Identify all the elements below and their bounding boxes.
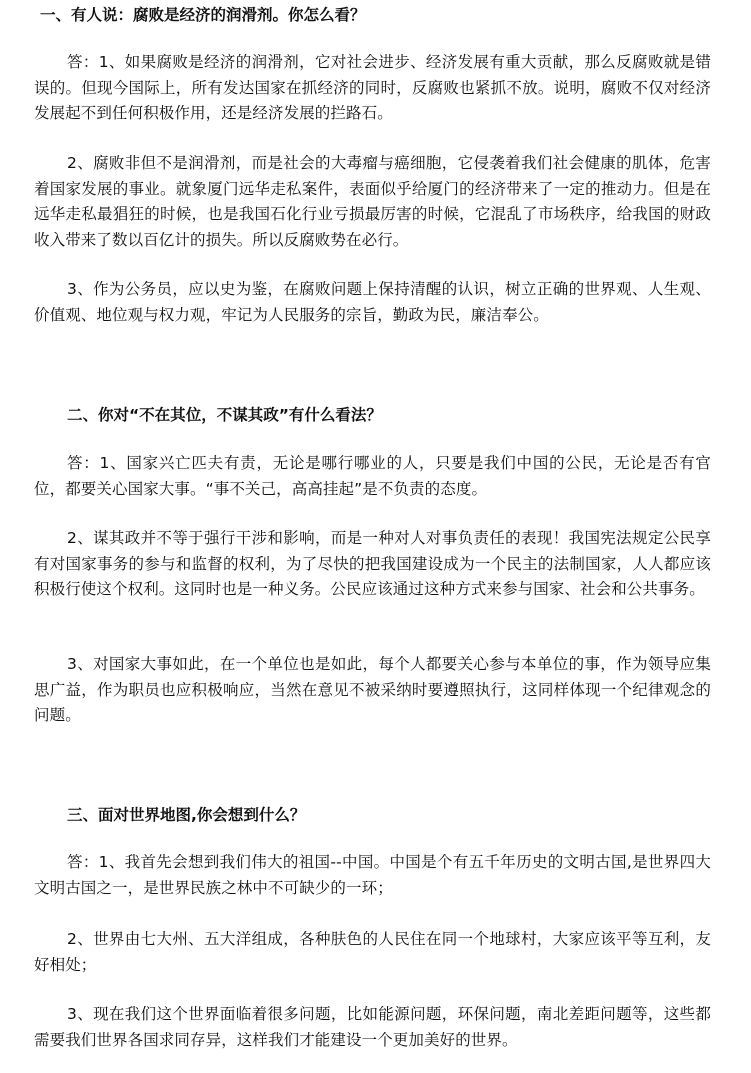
section-3-answer-3: 3、现在我们这个世界面临着很多问题，比如能源问题，环保问题，南北差距问题等，这些都需要我们世界各国求同存异，这样我们才能建设一个更加美好的世界。 xyxy=(34,1005,711,1049)
section-1-answer-1: 答：1、如果腐败是经济的润滑剂，它对社会进步、经济发展有重大贡献，那么反腐败就是错误的。但现今国际上，所有发达国家在抓经济的同时，反腐败也紧抓不放。说明，腐败不仅对经济发展起不到任何积极作用，还是经济发展的拦路石。 xyxy=(34,53,711,122)
section-1-question: 一、有人说：腐败是经济的润滑剂。你怎么看？ xyxy=(40,6,366,24)
section-1-answer-3: 3、作为公务员，应以史为鉴，在腐败问题上保持清醒的认识，树立正确的世界观、人生观、价值观、地位观与权力观，牢记为人民服务的宗旨，勤政为民，廉洁奉公。 xyxy=(34,280,711,324)
section-1-answer-2: 2、腐败非但不是润滑剂，而是社会的大毒瘤与癌细胞，它侵袭着我们社会健康的肌体，危害着国家发展的事业。就象厦门远华走私案件，表面似乎给厦门的经济带来了一定的推动力。但是在远华走私最猖狂的时候，也是我国石化行业亏损最厉害的时候，它混乱了市场秩序，给我国的财政收入带来了数以百亿计的损失。所以反腐败势在必行。 xyxy=(34,154,711,249)
section-2-question: 二、你对“不在其位，不谋其政”有什么看法？ xyxy=(67,406,382,424)
section-2-answer-2: 2、谋其政并不等于强行干涉和影响，而是一种对人对事负责任的表现！我国宪法规定公民享有对国家事务的参与和监督的权利，为了尽快的把我国建设成为一个民主的法制国家，人人都应该积极行使这个权利。这同时也是一种义务。公民应该通过这种方式来参与国家、社会和公共事务。 xyxy=(34,529,711,598)
section-3-answer-2: 2、世界由七大州、五大洋组成，各种肤色的人民住在同一个地球村，大家应该平等互利，友好相处； xyxy=(34,930,711,974)
section-3-question: 三、面对世界地图,你会想到什么？ xyxy=(67,806,306,824)
section-2-answer-1: 答：1、国家兴亡匹夫有责，无论是哪行哪业的人，只要是我们中国的公民，无论是否有官位，都要关心国家大事。“事不关己，高高挂起”是不负责的态度。 xyxy=(34,454,711,498)
section-3-answer-1: 答：1、我首先会想到我们伟大的祖国--中国。中国是个有五千年历史的文明古国,是世界四大文明古国之一，是世界民族之林中不可缺少的一环； xyxy=(34,853,711,897)
section-2-answer-3: 3、对国家大事如此，在一个单位也是如此，每个人都要关心参与本单位的事，作为领导应集思广益，作为职员也应积极响应，当然在意见不被采纳时要遵照执行，这同样体现一个纪律观念的问题。 xyxy=(34,655,711,724)
